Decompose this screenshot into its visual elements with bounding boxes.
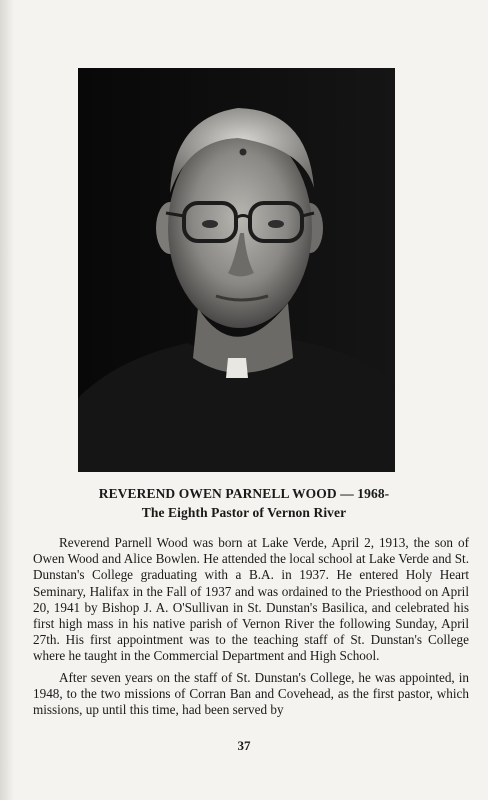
body-text — [33, 535, 469, 723]
priest-portrait-illustration — [78, 68, 395, 472]
paragraph-2: After seven years on the staff of St. Dunstan's College, he was appointed, in 1948, to the two missions of Corran Ban and Covehead, as the first pastor, which missions, up until this time, had been served by — [33, 669, 469, 718]
portrait-caption-subtitle: The Eighth Pastor of Vernon River — [141, 505, 347, 520]
portrait-photo — [78, 68, 395, 472]
paragraph-1: Reverend Parnell Wood was born at Lake Verde, April 2, 1913, the son of Owen Wood and Alice Bowlen. He attended the local school at Lake Verde and St. Dunstan's College graduating with a B.A. in 1937. He entered Holy Heart Seminary, Halifax in the Fall of 1937 and was ordained to the Priesthood on April 20, 1941 by Bishop J. A. O'Sullivan in St. Dunstan's Basilica, and celebrated his first high mass in his native parish of Vernon River the following Sunday, April 27th. His first appointment was to the teaching staff of St. Dunstan's College where he taught in the Commercial Department and High School. — [33, 535, 469, 664]
portrait-caption-title: REVEREND OWEN PARNELL WOOD — 1968- — [98, 486, 390, 501]
page-number: 37 — [237, 738, 251, 753]
page-edge-shadow — [0, 0, 14, 800]
